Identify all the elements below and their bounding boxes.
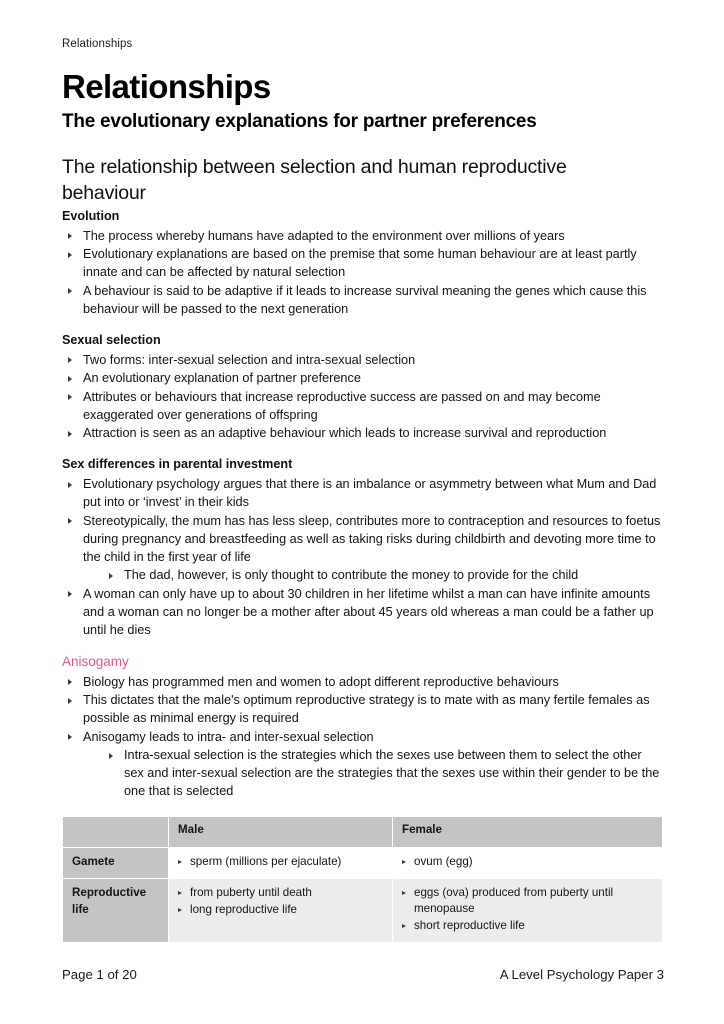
- bullet-item: [62, 728, 664, 801]
- bullet-item: [62, 512, 664, 585]
- table-row-label: Reproductive life: [63, 879, 169, 943]
- bullet-triangle-icon: [402, 891, 406, 895]
- footer-document-label: A Level Psychology Paper 3: [499, 967, 664, 982]
- bullet-triangle-icon: [68, 431, 72, 437]
- cell-bullet-list: [402, 885, 654, 934]
- cell-bullet-text: short reproductive life: [414, 919, 525, 933]
- bullet-item: [62, 245, 664, 281]
- cell-bullet-text: eggs (ova) produced from puberty until menopause: [414, 886, 614, 916]
- bullet-item: [62, 585, 664, 639]
- bullet-text: Attributes or behaviours that increase reproductive success are passed on and may become exaggerated over generations of offspring: [83, 389, 601, 422]
- cell-bullet-text: from puberty until death: [190, 886, 312, 900]
- bullet-text: The process whereby humans have adapted to the environment over millions of years: [83, 228, 565, 243]
- bullet-triangle-icon: [68, 233, 72, 239]
- bullet-item: [62, 227, 664, 245]
- table-header-female: Female: [393, 817, 663, 848]
- bullet-text: Evolutionary psychology argues that there is an imbalance or asymmetry between what Mum and Dad put into or ‘invest’ in their kids: [83, 476, 657, 510]
- bullet-item: [62, 691, 664, 727]
- bullet-list: [62, 351, 664, 443]
- cell-bullet-item: [178, 854, 384, 870]
- section-heading: Anisogamy: [62, 653, 129, 669]
- bullet-text: Anisogamy leads to intra- and inter-sexual selection: [83, 729, 374, 744]
- bullet-text: Attraction is seen as an adaptive behaviour which leads to increase survival and reproduction: [83, 426, 607, 441]
- page-footer: [62, 967, 664, 982]
- bullet-text: Stereotypically, the mum has has less sleep, contributes more to contraception and resources to foetus during pregnancy and breastfeeding as well as taking risks during childbirth and devoting more time to the child in the first year of life: [83, 513, 661, 564]
- table-row: [63, 879, 663, 943]
- bullet-triangle-icon: [68, 357, 72, 363]
- bullet-triangle-icon: [68, 679, 72, 685]
- bullet-text: Evolutionary explanations are based on the premise that some human behaviour are at least partly innate and can be affected by natural selection: [83, 247, 637, 280]
- bullet-item: [62, 673, 664, 691]
- bullet-text: A behaviour is said to be adaptive if it leads to increase survival meaning the genes which cause this behaviour will be passed to the next generation: [83, 283, 647, 316]
- bullet-item: [103, 746, 664, 800]
- comparison-table: [62, 816, 663, 943]
- bullet-triangle-icon: [68, 734, 72, 740]
- bullet-triangle-icon: [68, 376, 72, 382]
- bullet-triangle-icon: [178, 891, 182, 895]
- bullet-text: The dad, however, is only thought to contribute the money to provide for the child: [124, 568, 579, 583]
- bullet-triangle-icon: [68, 518, 72, 524]
- table-cell-female: [393, 848, 663, 879]
- page-title: Relationships: [62, 67, 271, 105]
- bullet-text: An evolutionary explanation of partner preference: [83, 371, 361, 386]
- bullet-text: Two forms: inter-sexual selection and intra-sexual selection: [83, 352, 416, 367]
- bullet-text: Biology has programmed men and women to adopt different reproductive behaviours: [83, 674, 559, 689]
- bullet-list: [62, 227, 664, 318]
- bullet-item: [62, 282, 664, 318]
- bullet-triangle-icon: [68, 591, 72, 597]
- table-row-label: Gamete: [63, 848, 169, 879]
- content-section: [62, 333, 664, 442]
- bullet-text: This dictates that the male's optimum reproductive strategy is to mate with as many fertile females as possible as minimal energy is required: [83, 693, 650, 726]
- content-section: [62, 654, 664, 801]
- cell-bullet-text: ovum (egg): [414, 855, 473, 869]
- cell-bullet-list: [402, 854, 654, 870]
- cell-bullet-item: [178, 902, 384, 918]
- bullet-list: [83, 746, 664, 800]
- bullet-item: [62, 475, 664, 511]
- table-header-row: [63, 817, 663, 848]
- content-sections: [62, 209, 664, 800]
- bullet-item: [62, 424, 664, 442]
- table-header: [63, 817, 663, 848]
- bullet-list: [62, 673, 664, 801]
- cell-bullet-item: [178, 885, 384, 901]
- cell-bullet-list: [178, 854, 384, 870]
- section-heading: Sex differences in parental investment: [62, 457, 293, 472]
- bullet-triangle-icon: [109, 753, 113, 759]
- bullet-list: [62, 475, 664, 639]
- cell-bullet-list: [178, 885, 384, 918]
- breadcrumb: Relationships: [62, 38, 133, 50]
- footer-page-number: Page 1 of 20: [62, 967, 137, 982]
- content-section: [62, 457, 664, 639]
- section-title: The relationship between selection and human reproductive behaviour: [62, 156, 567, 204]
- bullet-item: [62, 369, 664, 387]
- bullet-triangle-icon: [68, 288, 72, 294]
- section-heading: Evolution: [62, 208, 120, 223]
- content-section: [62, 209, 664, 318]
- bullet-item: [62, 388, 664, 424]
- bullet-triangle-icon: [68, 482, 72, 488]
- bullet-item: [62, 351, 664, 369]
- cell-bullet-text: sperm (millions per ejaculate): [190, 855, 342, 869]
- bullet-triangle-icon: [402, 924, 406, 928]
- bullet-triangle-icon: [402, 860, 406, 864]
- bullet-triangle-icon: [68, 698, 72, 704]
- table-body: [63, 848, 663, 943]
- table-cell-male: [169, 879, 393, 943]
- bullet-triangle-icon: [178, 860, 182, 864]
- table-header-blank: [63, 817, 169, 848]
- cell-bullet-item: [402, 918, 654, 934]
- bullet-item: [103, 566, 664, 584]
- cell-bullet-item: [402, 885, 654, 917]
- cell-bullet-item: [402, 854, 654, 870]
- page-subtitle: The evolutionary explanations for partner preferences: [62, 111, 537, 133]
- table-cell-male: [169, 848, 393, 879]
- bullet-triangle-icon: [68, 394, 72, 400]
- table-header-male: Male: [169, 817, 393, 848]
- section-heading: Sexual selection: [62, 332, 161, 347]
- table-row: [63, 848, 663, 879]
- table-cell-female: [393, 879, 663, 943]
- bullet-list: [83, 566, 664, 584]
- bullet-text: A woman can only have up to about 30 children in her lifetime whilst a man can have infinite amounts and a woman can no longer be a mother after about 45 years old whereas a man could be a father up until he dies: [83, 586, 654, 637]
- cell-bullet-text: long reproductive life: [190, 903, 297, 917]
- bullet-text: Intra-sexual selection is the strategies which the sexes use between them to select the other sex and inter-sexual selection are the strategies that the sexes use within their gender to be the one that is selected: [124, 748, 660, 799]
- bullet-triangle-icon: [178, 908, 182, 912]
- bullet-triangle-icon: [68, 252, 72, 258]
- bullet-triangle-icon: [109, 573, 113, 579]
